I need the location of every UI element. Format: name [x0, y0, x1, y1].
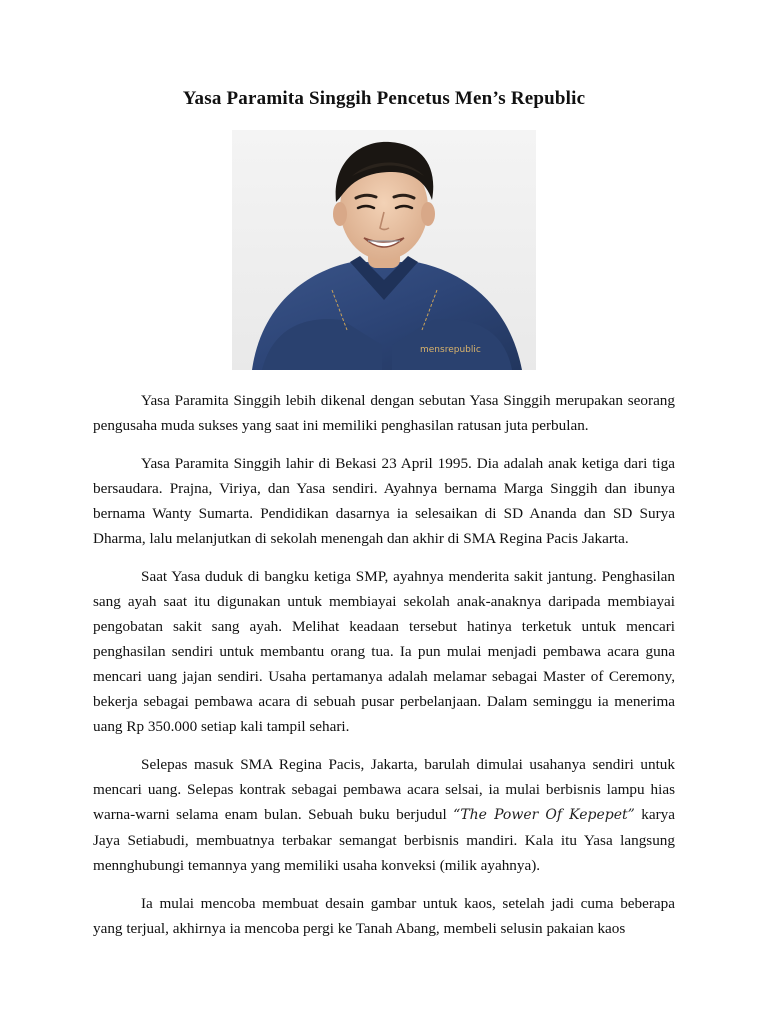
paragraph-4-text-after: karya Jaya Setiabudi, membuatnya terbakar semangat berbisnis mandiri. Kala itu Yasa langsung mennghubungi temannya yang memiliki usaha konveksi (milik ayahnya).	[93, 806, 676, 874]
paragraph-4	[93, 752, 675, 878]
paragraph-2: Yasa Paramita Singgih lahir di Bekasi 23 April 1995. Dia adalah anak ketiga dari tiga bersaudara. Prajna, Viriya, dan Yasa sendiri. Ayahnya bernama Marga Singgih dan ibunya bernama Wanty Sumarta. Pendidikan dasarnya ia selesaikan di SD Ananda dan SD Surya Dharma, lalu melanjutkan di sekolah menengah dan akhir di SMA Regina Pacis Jakarta.	[93, 455, 675, 547]
document-body	[93, 388, 675, 954]
paragraph-5: Ia mulai mencoba membuat desain gambar untuk kaos, setelah jadi cuma beberapa yang terjual, akhirnya ia mencoba pergi ke Tanah Abang, membeli selusin pakaian kaos	[93, 895, 675, 937]
paragraph-3: Saat Yasa duduk di bangku ketiga SMP, ayahnya menderita sakit jantung. Penghasilan sang ayah saat itu digunakan untuk membiayai sekolah anak-anaknya daripada membiayai pengobatan sakit sang ayah. Melihat keadaan tersebut hatinya terketuk untuk mencari penghasilan sendiri untuk membantu orang tua. Ia pun mulai menjadi pembawa acara guna mencari uang jajan sendiri. Usaha pertamanya adalah melamar sebagai Master of Ceremony, bekerja sebagai pembawa acara di sebuah pusar perbelanjaan. Dalam seminggu ia menerima uang Rp 350.000 setiap kali tampil sehari.	[93, 568, 675, 735]
shirt-print-text: mensrepublic	[420, 345, 481, 355]
book-title: “The Power Of Kepepet”	[453, 807, 635, 823]
document-title: Yasa Paramita Singgih Pencetus Men’s Republic	[182, 88, 586, 109]
portrait-photo	[232, 130, 536, 370]
paragraph-1: Yasa Paramita Singgih lebih dikenal dengan sebutan Yasa Singgih merupakan seorang pengusaha muda sukses yang saat ini memiliki penghasilan ratusan juta perbulan.	[93, 392, 675, 434]
portrait-illustration	[232, 130, 536, 370]
paragraph-4-text-before: Selepas masuk SMA Regina Pacis, Jakarta, barulah dimulai usahanya sendiri untuk mencari uang. Selepas kontrak sebagai pembawa acara selsai, ia mulai berbisnis lampu hias warna-warni selama enam bulan. Sebuah buku berjudul	[93, 756, 675, 823]
